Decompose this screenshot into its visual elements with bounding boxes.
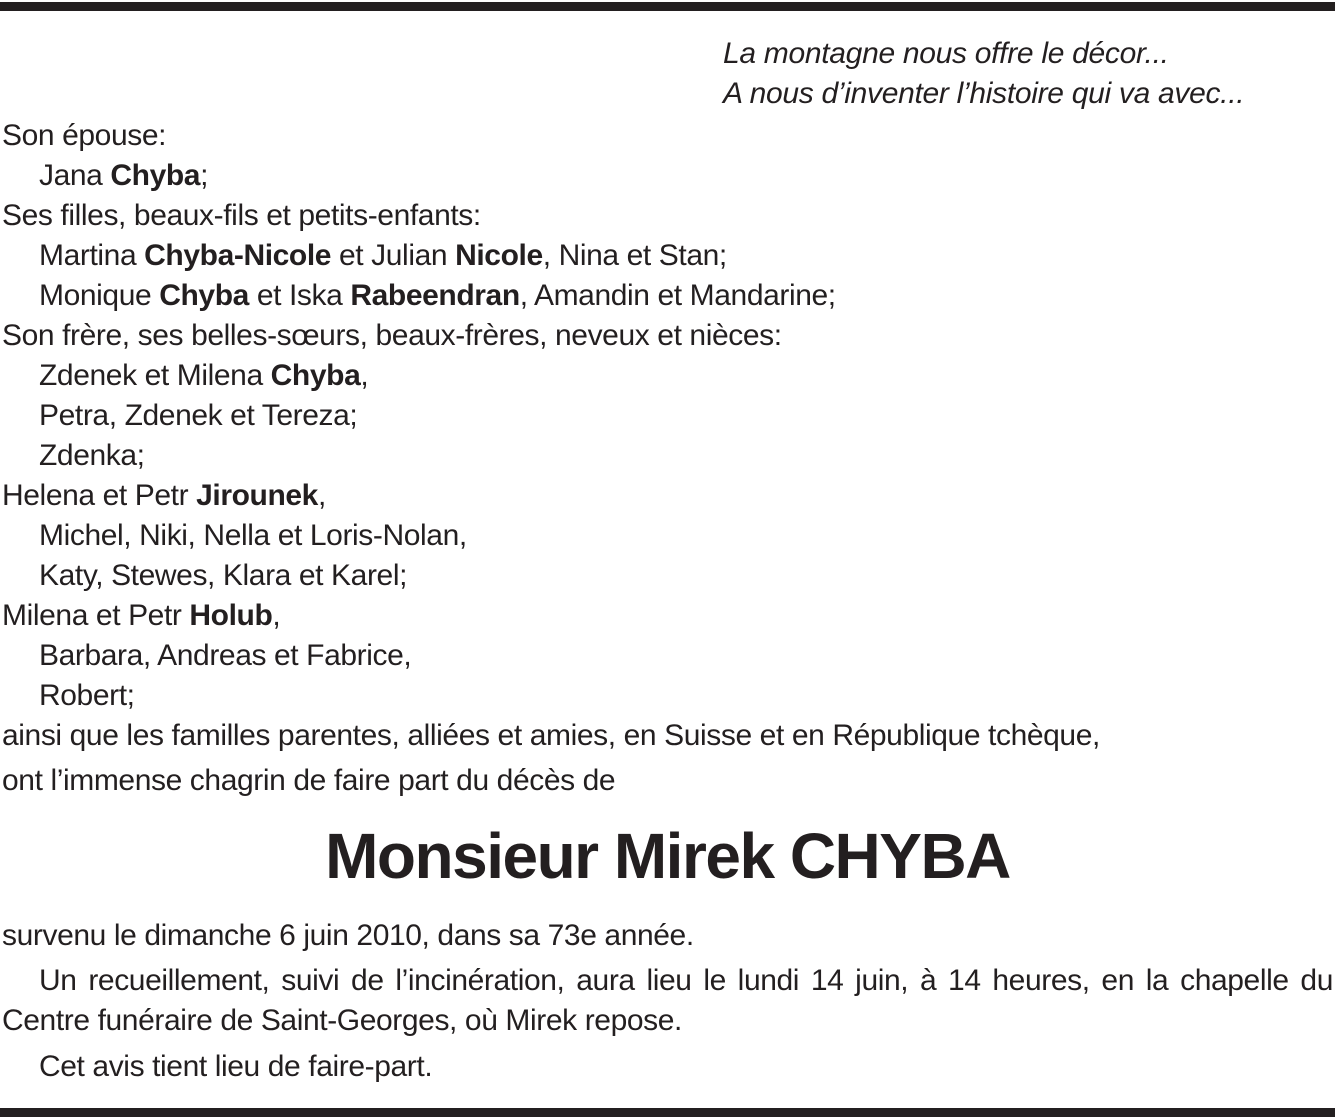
family-line [2,596,1100,636]
family-text: Milena et Petr [2,599,190,632]
family-surname: Holub [189,599,273,632]
family-text: Ses filles, beaux-fils et petits-enfants: [2,199,481,232]
family-line [2,236,1100,276]
family-line [2,476,1100,516]
family-text: Zdenek et Milena [39,359,271,392]
notice-line: Cet avis tient lieu de faire-part. [39,1050,433,1083]
date-of-death: survenu le dimanche 6 juin 2010, dans sa 73e année. [2,919,694,952]
family-text: Monique [39,279,160,312]
family-line [2,316,1100,356]
deceased-name: Monsieur Mirek CHYBA [325,820,1010,892]
family-text: et Iska [248,279,351,312]
family-text: , [272,599,281,632]
family-line [2,116,1100,156]
family-surname: Chyba [159,279,249,312]
family-line [2,276,1100,316]
family-text: Robert; [39,679,135,712]
family-line [2,156,1100,196]
epigraph-line-2: A nous d’inventer l’histoire qui va avec... [723,77,1245,110]
family-text: ainsi que les familles parentes, alliées et amies, en Suisse et en République tchèque, [2,719,1100,752]
family-text: Helena et Petr [2,479,197,512]
family-text: Katy, Stewes, Klara et Karel; [39,559,408,592]
family-text: Michel, Niki, Nella et Loris-Nolan, [39,519,467,552]
announcement-intro: ont l’immense chagrin de faire part du décès de [2,764,616,797]
epigraph-quote [723,34,1244,114]
family-surname: Chyba [270,359,361,392]
family-text: et Julian [331,239,456,272]
family-text: Son frère, ses belles-sœurs, beaux-frères, neveux et nièces: [2,319,782,352]
epigraph-line-1: La montagne nous offre le décor... [723,37,1169,70]
family-line [2,516,1100,556]
family-line [2,676,1100,716]
family-text: Jana [39,159,111,192]
family-text: , Amandin et Mandarine; [519,279,836,312]
family-surname: Rabeendran [350,279,520,312]
family-surname: Chyba-Nicole [144,239,332,272]
family-text: , [317,479,326,512]
family-text: Martina [39,239,145,272]
family-line [2,356,1100,396]
family-line [2,436,1100,476]
family-line [2,556,1100,596]
closing-section [2,916,1333,1087]
family-text: Zdenka; [39,439,145,472]
family-surname: Jirounek [196,479,318,512]
family-text: Petra, Zdenek et Tereza; [39,399,358,432]
ceremony-details: Un recueillement, suivi de l’incinération, aura lieu le lundi 14 juin, à 14 heures, en la chapelle du Centre funéraire de Saint-Georges, où Mirek repose. [2,964,1333,1037]
family-surname: Nicole [455,239,543,272]
family-text: Son épouse: [2,119,167,152]
family-line [2,196,1100,236]
family-surname: Chyba [110,159,201,192]
family-list [2,116,1100,756]
family-text: Barbara, Andreas et Fabrice, [39,639,412,672]
family-line [2,636,1100,676]
bottom-border-rule [0,1108,1335,1117]
family-line [2,396,1100,436]
top-border-rule [0,2,1335,11]
family-text: , [360,359,369,392]
family-text: , Nina et Stan; [542,239,727,272]
family-line [2,716,1100,756]
family-text: ; [200,159,209,192]
